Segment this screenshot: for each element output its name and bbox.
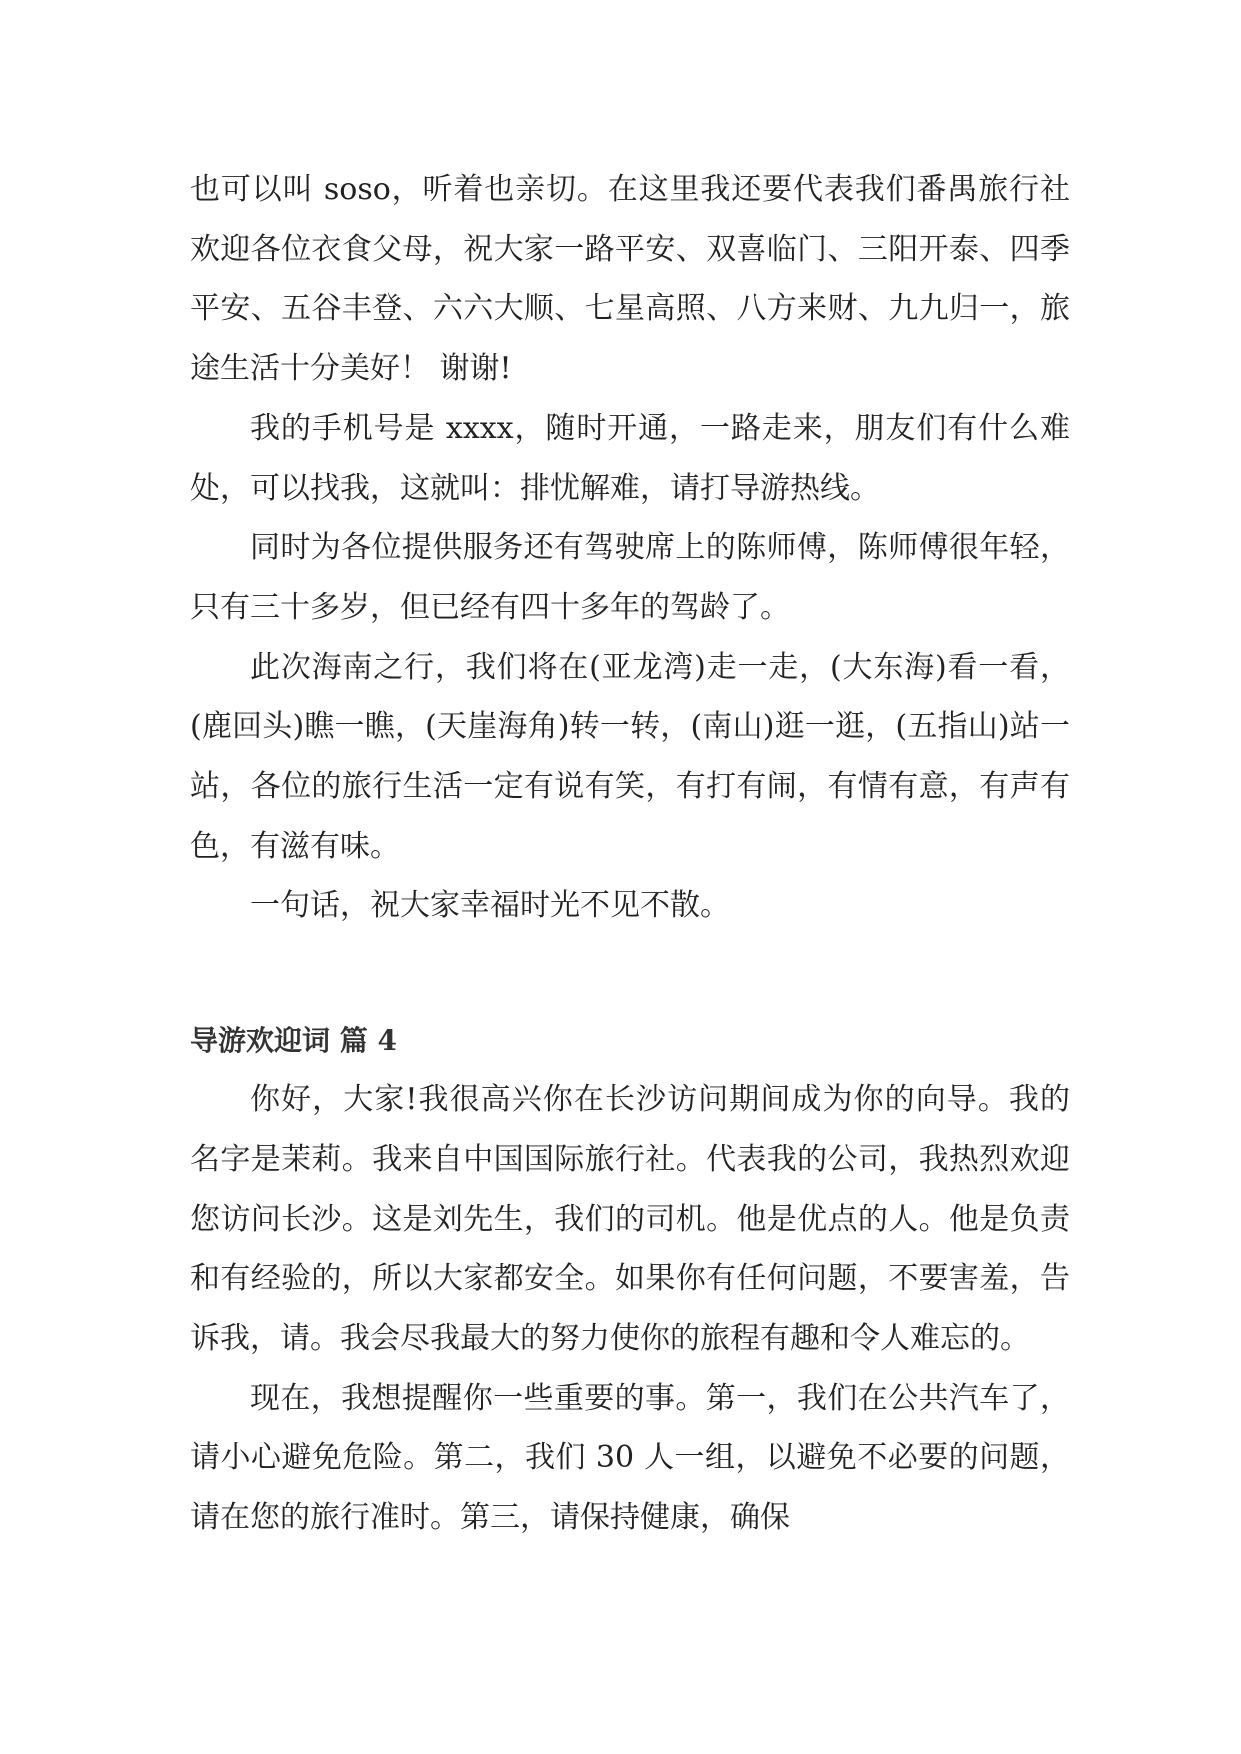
document-body	[190, 160, 1070, 1548]
paragraph-driver-intro: 同时为各位提供服务还有驾驶席上的陈师傅，陈师傅很年轻，只有三十多岁，但已经有四十多年的驾龄了。	[190, 530, 1070, 625]
paragraph-greeting-continued: 也可以叫 soso，听着也亲切。在这里我还要代表我们番禺旅行社欢迎各位衣食父母，祝大家一路平安、双喜临门、三阳开泰、四季平安、五谷丰登、六六大顺、七星高照、八方来财、九九归一，旅途生活十分美好！ 谢谢!	[190, 172, 1070, 387]
paragraph-changsha-welcome: 你好，大家!我很高兴你在长沙访问期间成为你的向导。我的名字是茉莉。我来自中国国际旅行社。代表我的公司，我热烈欢迎您访问长沙。这是刘先生，我们的司机。他是优点的人。他是负责和有经验的，所以大家都安全。如果你有任何问题，不要害羞，告诉我，请。我会尽我最大的努力使你的旅程有趣和令人难忘的。	[190, 1082, 1070, 1356]
paragraph-closing-wish: 一句话，祝大家幸福时光不见不散。	[250, 888, 730, 924]
section-heading: 导游欢迎词 篇 4	[190, 1024, 397, 1058]
paragraph-hainan-itinerary: 此次海南之行，我们将在(亚龙湾)走一走，(大东海)看一看，(鹿回头)瞧一瞧，(天崖海角)转一转，(南山)逛一逛，(五指山)站一站，各位的旅行生活一定有说有笑，有打有闹，有情有意，有声有色，有滋有味。	[190, 649, 1070, 864]
paragraph-reminders: 现在，我想提醒你一些重要的事。第一，我们在公共汽车了，请小心避免危险。第二，我们 30 人一组，以避免不必要的问题，请在您的旅行准时。第三，请保持健康，确保	[190, 1380, 1070, 1536]
paragraph-phone-number: 我的手机号是 xxxx，随时开通，一路走来，朋友们有什么难处，可以找我，这就叫：排忧解难，请打导游热线。	[190, 410, 1070, 506]
